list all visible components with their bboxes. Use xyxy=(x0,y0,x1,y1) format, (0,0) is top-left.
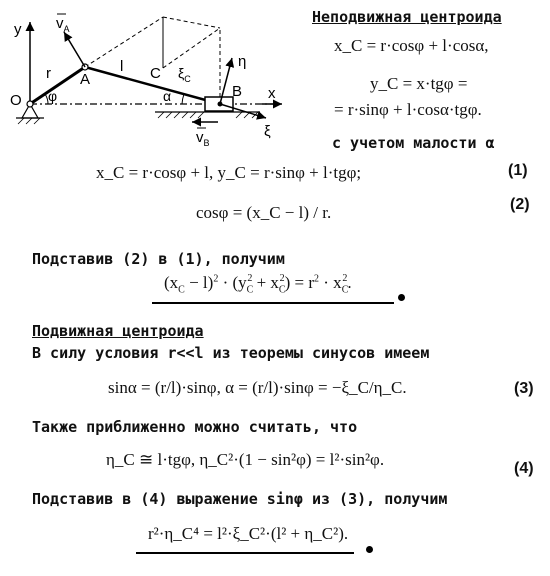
label-l: l xyxy=(120,58,124,75)
label-c: C xyxy=(150,65,161,82)
label-b: B xyxy=(232,83,243,100)
label-eta: η xyxy=(238,53,247,70)
label-a: A xyxy=(80,71,91,88)
eq-3: sinα = (r/l)·sinφ, α = (r/l)·sinφ = −ξ_C/η_C. xyxy=(108,378,407,397)
approx-text: Также приближенно можно считать, что xyxy=(32,418,358,436)
eq-4-number: (4) xyxy=(514,460,534,477)
label-x: x xyxy=(268,85,276,102)
small-alpha-text: с учетом малости α xyxy=(332,134,495,152)
crank-oa xyxy=(30,67,85,104)
eq-xc: x_C = r·cosφ + l·cosα, xyxy=(334,36,489,55)
label-y: y xyxy=(14,21,22,38)
label-r: r xyxy=(46,65,51,82)
eq-2: cosφ = (x_C − l) / r. xyxy=(196,203,332,222)
velocity-va-arrow xyxy=(64,32,85,67)
eq-3-number: (3) xyxy=(514,380,534,397)
label-o: O xyxy=(10,92,22,109)
result-eq-fixed: $(x_C - l)^2 \cdot (y_C^2 + x_C^2) = r^2 \cdot x_C^2$. xyxy=(164,273,352,296)
oa-extension xyxy=(85,17,163,67)
label-alpha: α xyxy=(163,88,172,104)
subst-text-2: Подставив в (4) выражение sinφ из (3), получим xyxy=(32,490,448,508)
eq-yc-line1: y_C = x·tgφ = xyxy=(370,74,468,93)
eq-1: x_C = r·cosφ + l, y_C = r·sinφ + l·tgφ; xyxy=(96,163,362,182)
final-eq-moving: r²·η_C⁴ = l²·ξ_C²·(l² + η_C²). xyxy=(148,524,349,543)
eq-1-number: (1) xyxy=(508,162,528,179)
end-dot-1 xyxy=(398,294,405,301)
eq-yc-line2: = r·sinφ + l·cosα·tgφ. xyxy=(334,100,482,119)
mechanism-diagram xyxy=(0,0,305,150)
condition-text: В силу условия r<<l из теоремы синусов имеем xyxy=(32,344,430,362)
result-underline-1 xyxy=(152,302,394,304)
label-va: $v_A$ xyxy=(56,15,70,34)
end-dot-2 xyxy=(366,546,373,553)
fixed-centrode-title: Неподвижная центроида xyxy=(312,8,502,26)
label-phi: φ xyxy=(48,88,58,104)
label-vb: $v_B$ xyxy=(196,129,210,148)
result-underline-2 xyxy=(136,552,354,554)
subst-text-1: Подставив (2) в (1), получим xyxy=(32,250,285,268)
eq-4: η_C ≅ l·tgφ, η_C²·(1 − sin²φ) = l²·sin²φ. xyxy=(106,450,385,469)
moving-centrode-title: Подвижная центроида xyxy=(32,322,204,340)
eq-2-number: (2) xyxy=(510,196,530,213)
label-xi: ξ xyxy=(264,123,271,140)
label-xi-c: $\xi_C$ xyxy=(178,65,191,84)
